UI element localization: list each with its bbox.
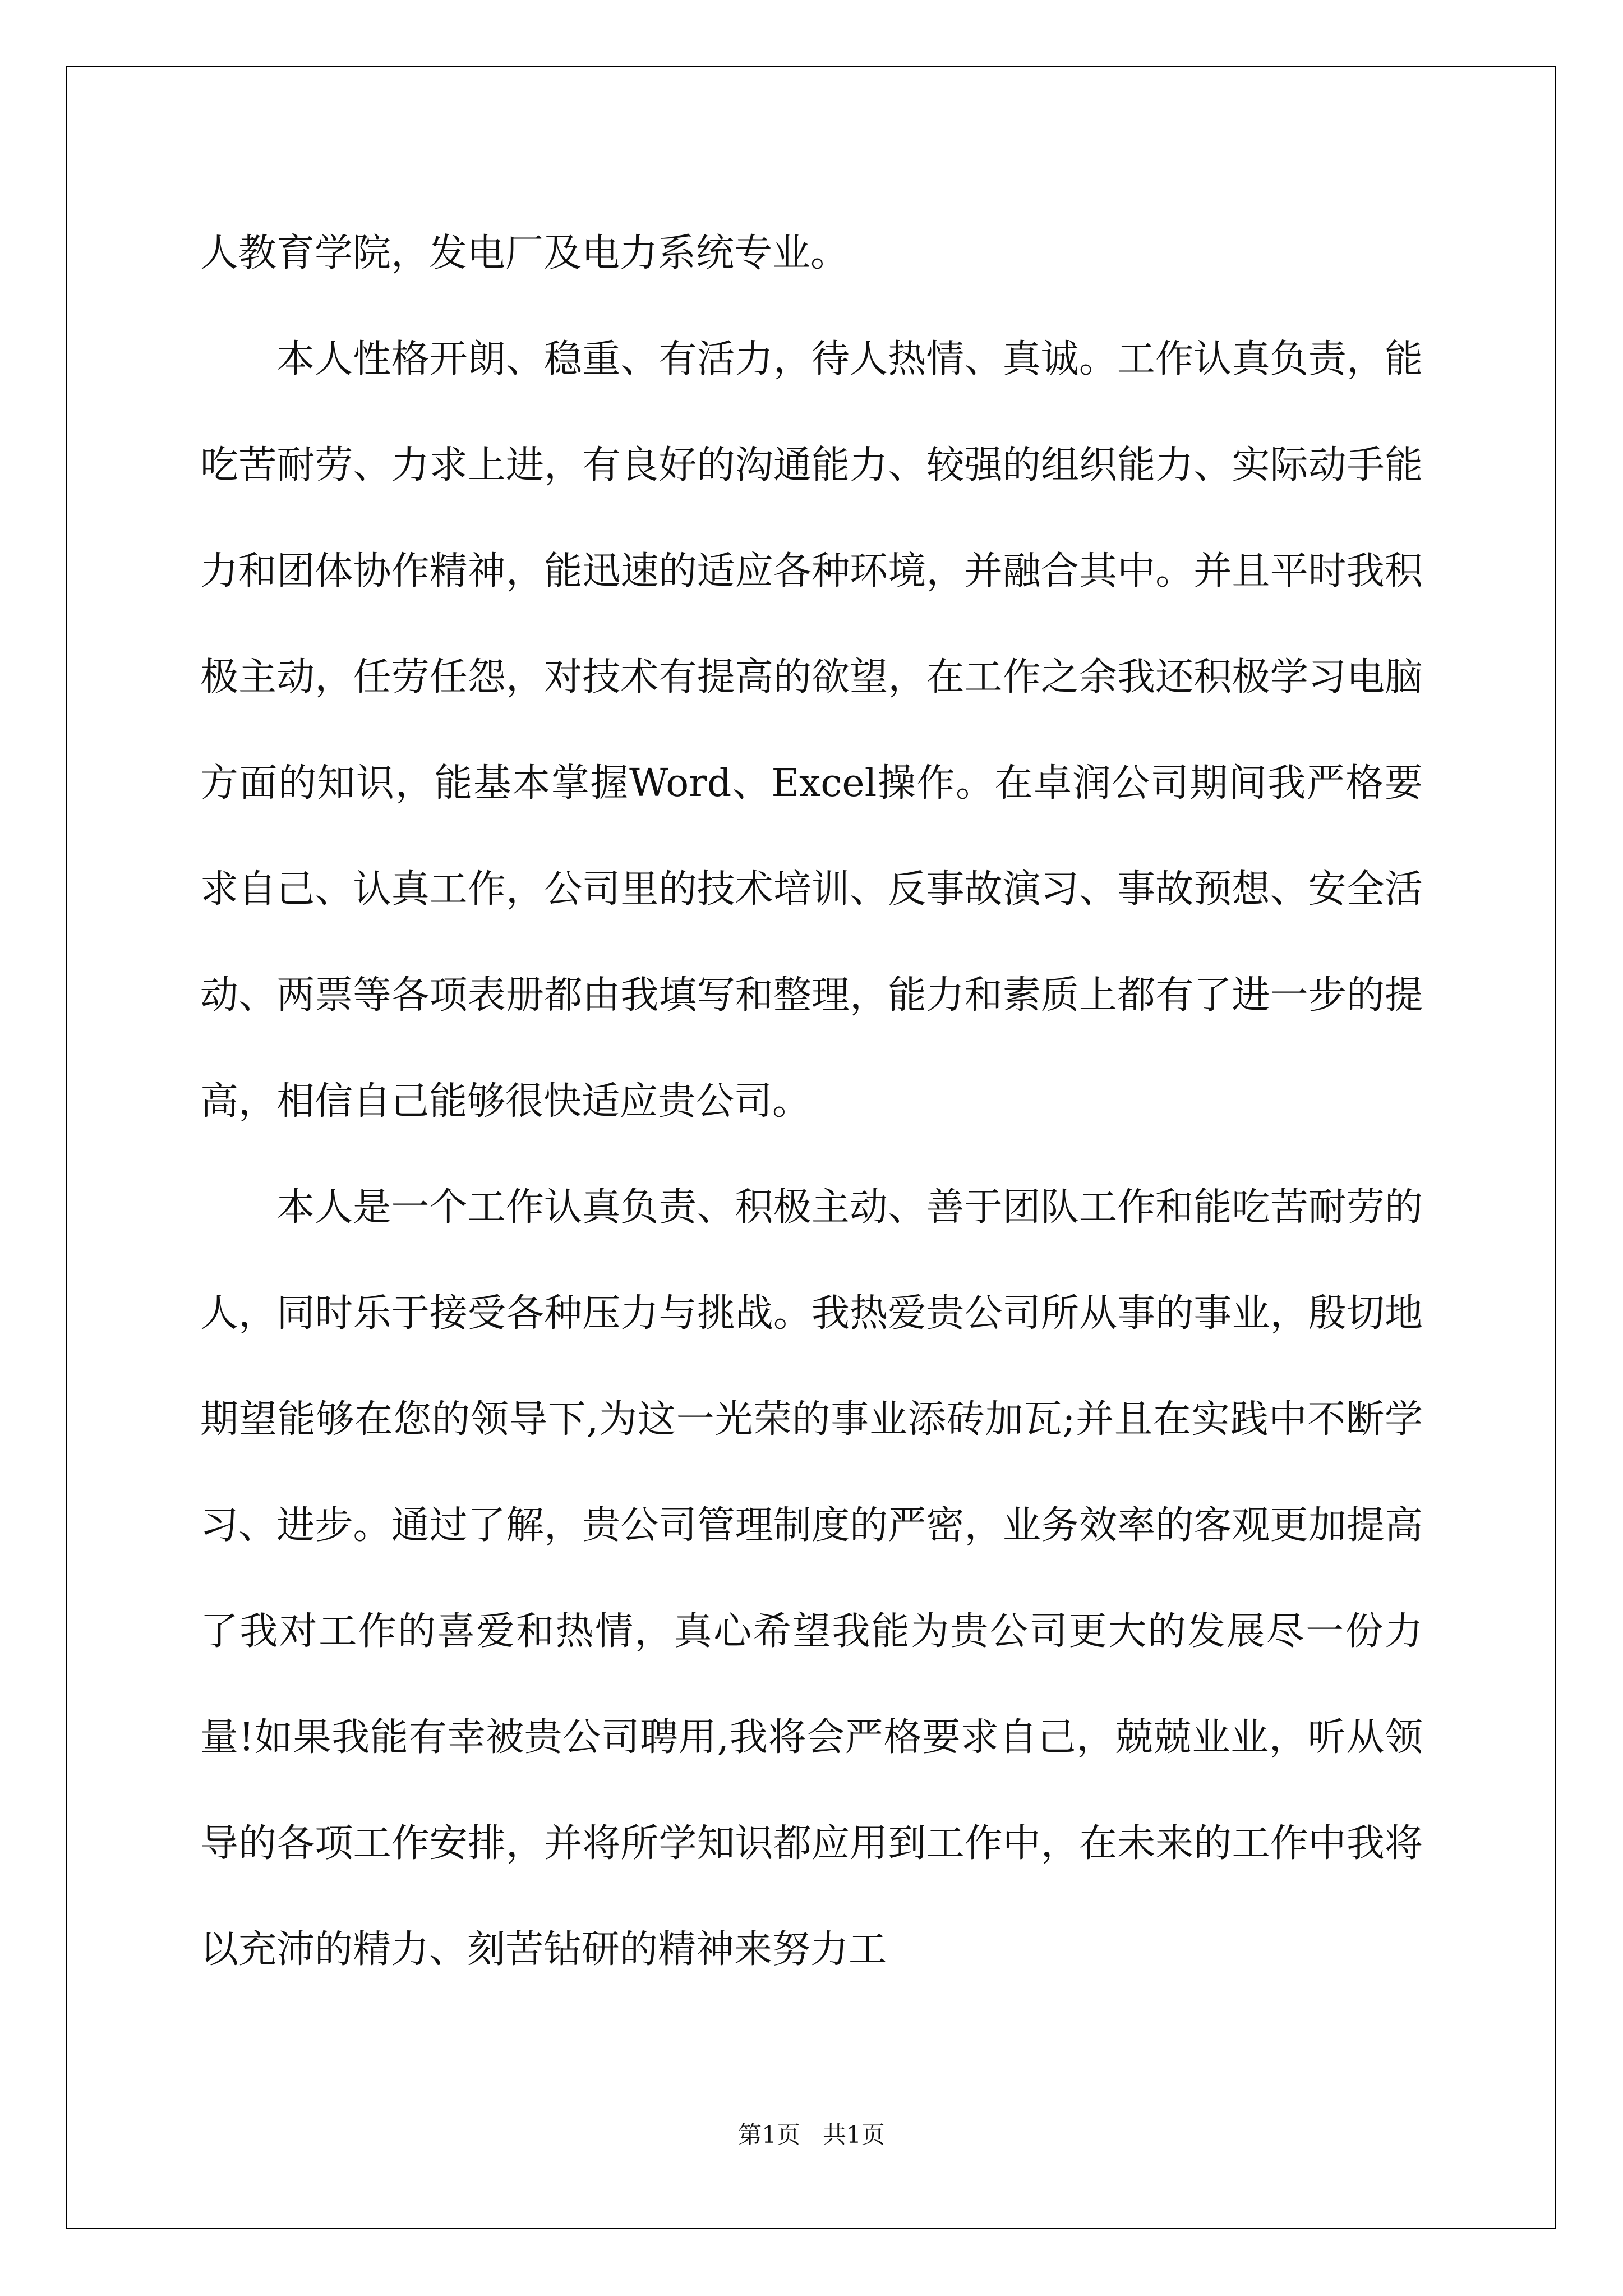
document-body [200, 200, 1423, 2003]
paragraph-2: 本人性格开朗、稳重、有活力，待人热情、真诚。工作认真负责，能吃苦耐劳、力求上进，有良好的沟通能力、较强的组织能力、实际动手能力和团体协作精神，能迅速的适应各种环境，并融合其中。并且平时我积极主动，任劳任怨，对技术有提高的欲望，在工作之余我还积极学习电脑方面的知识，能基本掌握Word、Excel操作。在卓润公司期间我严格要求自己、认真工作，公司里的技术培训、反事故演习、事故预想、安全活动、两票等各项表册都由我填写和整理，能力和素质上都有了进一步的提高，相信自己能够很快适应贵公司。 [200, 337, 1423, 1124]
paragraph-3: 本人是一个工作认真负责、积极主动、善于团队工作和能吃苦耐劳的人，同时乐于接受各种压力与挑战。我热爱贵公司所从事的事业，殷切地期望能够在您的领导下,为这一光荣的事业添砖加瓦;并且在实践中不断学习、进步。通过了解，贵公司管理制度的严密，业务效率的客观更加提高了我对工作的喜爱和热情，真心希望我能为贵公司更大的发展尽一份力量!如果我能有幸被贵公司聘用,我将会严格要求自己，兢兢业业，听从领导的各项工作安排，并将所学知识都应用到工作中，在未来的工作中我将以充沛的精力、刻苦钻研的精神来努力工 [200, 1185, 1423, 1972]
paragraph-1: 人教育学院，发电厂及电力系统专业。 [200, 231, 849, 275]
page-number-footer: 第1页 共1页 [738, 2121, 885, 2148]
